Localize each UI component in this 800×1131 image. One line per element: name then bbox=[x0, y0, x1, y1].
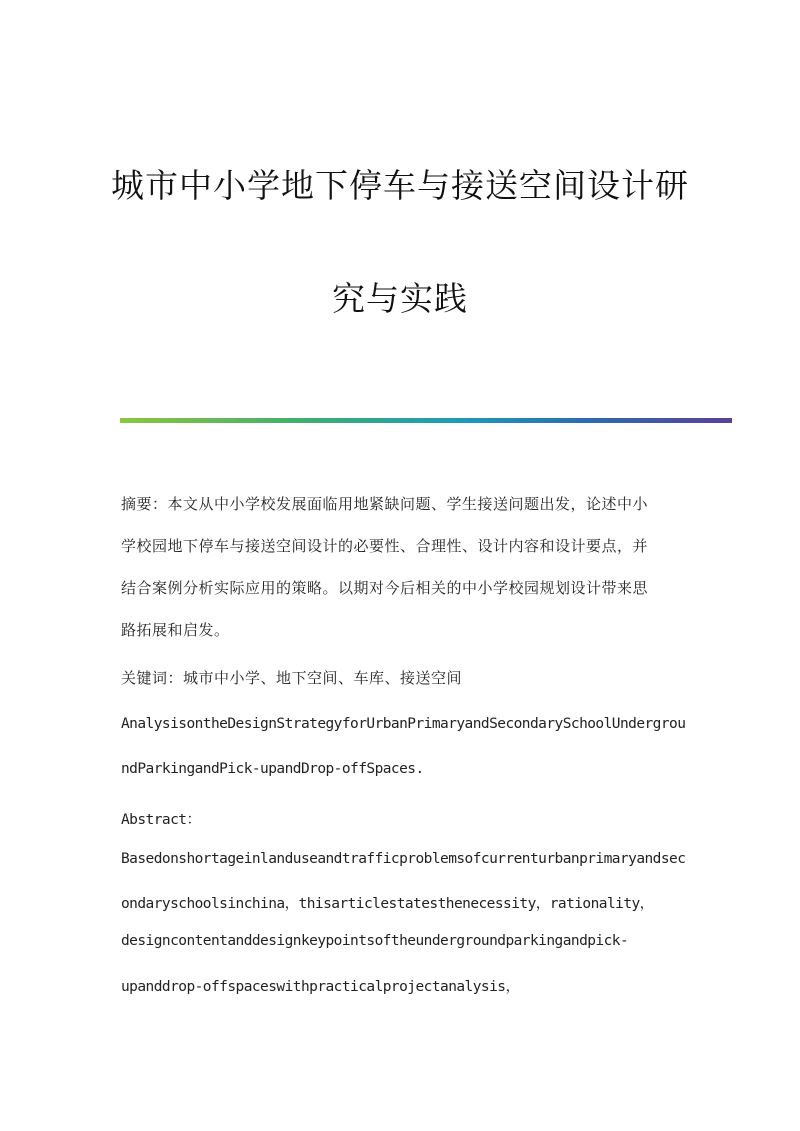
title-line-2: 究与实践 bbox=[332, 279, 468, 318]
title-line-1: 城市中小学地下停车与接送空间设计研 bbox=[111, 166, 689, 205]
abstract-en-line-3: designcontentanddesignkeypointsoftheundergroundparkingandpick- bbox=[121, 933, 629, 949]
abstract-en-label: Abstract： bbox=[121, 812, 201, 828]
abstract-en-line-1: Basedonshortageinlanduseandtrafficproblemsofcurrenturbanprimaryandsec bbox=[121, 851, 686, 867]
gradient-divider bbox=[120, 418, 732, 423]
abstract-en-line-4: upanddrop-offspaceswithpracticalprojectanalysis， bbox=[121, 979, 520, 995]
title-en-line-2: ndParkingandPick-upandDrop-offSpaces. bbox=[121, 761, 424, 777]
abstract-cn-line-1: 摘要：本文从中小学校发展面临用地紧缺问题、学生接送问题出发，论述中小 bbox=[121, 495, 649, 513]
abstract-cn-line-2: 学校园地下停车与接送空间设计的必要性、合理性、设计内容和设计要点，并 bbox=[121, 537, 649, 555]
title-en-line-1: AnalysisontheDesignStrategyforUrbanPrimaryandSecondarySchoolUndergrou bbox=[121, 716, 686, 732]
abstract-cn-line-3: 结合案例分析实际应用的策略。以期对今后相关的中小学校园规划设计带来思 bbox=[121, 579, 649, 597]
abstract-cn-line-4: 路拓展和启发。 bbox=[121, 621, 230, 639]
abstract-en-line-2: ondaryschoolsinchina，thisarticlestatesthenecessity，rationality， bbox=[121, 896, 654, 912]
keywords-cn: 关键词：城市中小学、地下空间、车库、接送空间 bbox=[121, 669, 463, 687]
